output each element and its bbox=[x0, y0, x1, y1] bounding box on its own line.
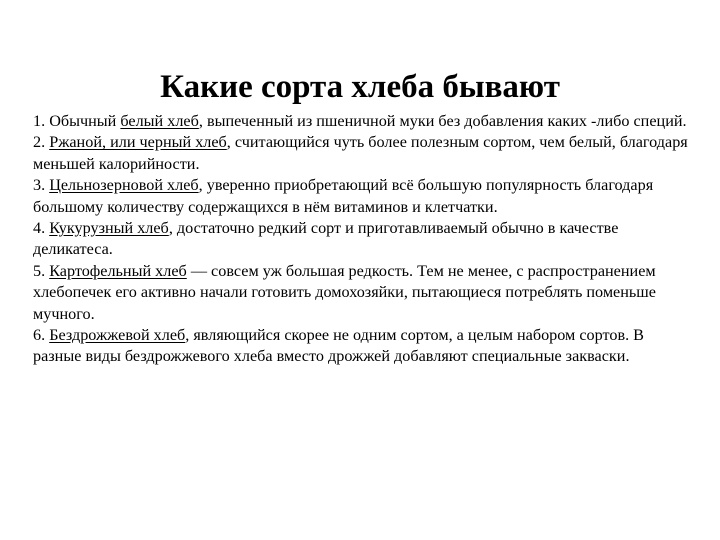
term-link-potato-bread[interactable]: Картофельный хлеб bbox=[49, 261, 187, 280]
term-link-wholegrain-bread[interactable]: Цельнозерновой хлеб bbox=[49, 176, 199, 195]
item-description: , являющийся скорее не одним сортом, а целым набором сортов. В разные виды бездрожжевого хлеба вместо дрожжей добавляют специальные закваски. bbox=[33, 326, 644, 366]
term-link-rye-bread[interactable]: Ржаной, или черный хлеб bbox=[49, 133, 227, 152]
term-link-corn-bread[interactable]: Кукурузный хлеб bbox=[49, 219, 169, 238]
slide-title: Какие сорта хлеба бывают bbox=[160, 69, 560, 105]
list-item-corn-bread bbox=[33, 218, 693, 261]
item-description: , уверенно приобретающий всё большую популярность благодаря большому количеству содержащихся в нём витаминов и клетчатки. bbox=[33, 176, 654, 216]
item-number: 4. bbox=[33, 219, 46, 238]
item-number: 2. bbox=[33, 133, 46, 152]
list-item-potato-bread bbox=[33, 261, 693, 325]
item-text-before: Обычный bbox=[49, 112, 121, 130]
item-description: , выпеченный из пшеничной муки без добавления каких -либо специй. bbox=[198, 112, 687, 130]
item-number: 1. bbox=[33, 112, 46, 130]
item-number: 5. bbox=[33, 261, 46, 280]
list-item-white-bread bbox=[33, 111, 693, 132]
list-item-yeast-free-bread bbox=[33, 325, 693, 368]
item-number: 6. bbox=[33, 326, 46, 345]
term-link-yeast-free-bread[interactable]: Бездрожжевой хлеб bbox=[49, 326, 186, 345]
list-item-wholegrain-bread bbox=[33, 175, 693, 218]
item-description: , достаточно редкий сорт и приготавливаемый обычно в качестве деликатеса. bbox=[33, 219, 619, 259]
item-description: , считающийся чуть более полезным сортом, чем белый, благодаря меньшей калорийности. bbox=[33, 133, 688, 173]
item-number: 3. bbox=[33, 176, 46, 195]
term-link-white-bread[interactable]: белый хлеб bbox=[120, 112, 199, 130]
bread-types-list bbox=[33, 111, 693, 368]
item-description: — совсем уж большая редкость. Тем не менее, с распространением хлебопечек его активно начали готовить домохозяйки, пытающиеся потреблять поменьше мучного. bbox=[33, 261, 656, 323]
list-item-rye-bread bbox=[33, 132, 693, 175]
